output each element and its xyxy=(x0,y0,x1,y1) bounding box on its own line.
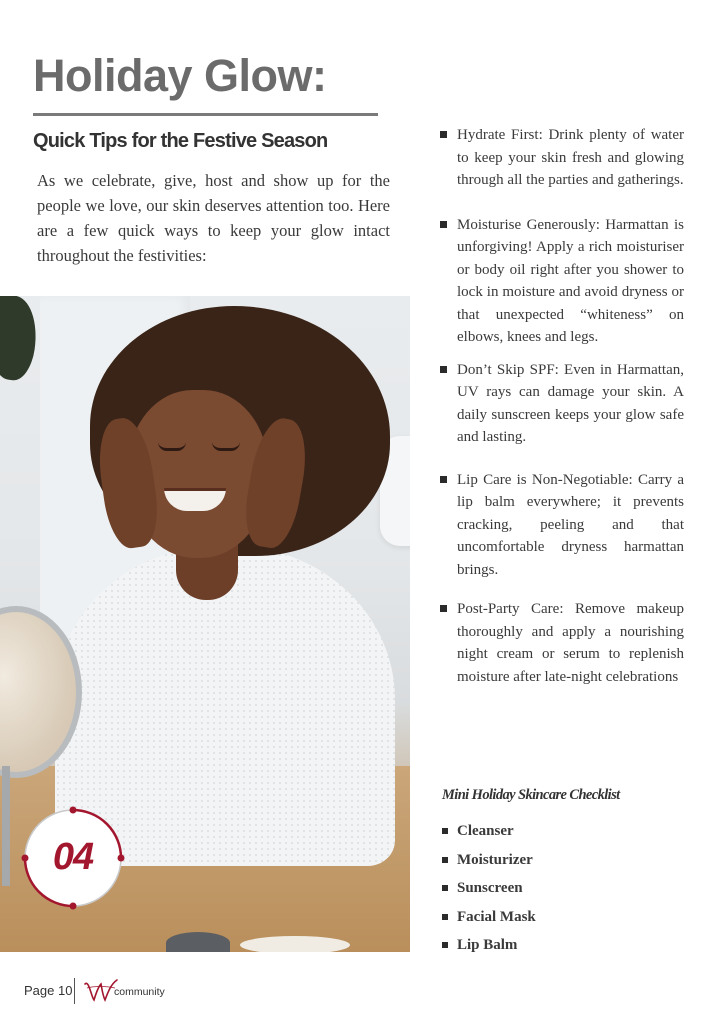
checklist-item xyxy=(442,877,536,906)
checklist-item xyxy=(442,906,536,935)
square-bullet-icon xyxy=(442,885,448,891)
square-bullet-icon xyxy=(440,476,447,483)
checklist-item xyxy=(442,849,536,878)
tip-item xyxy=(440,598,684,688)
plant-leaf xyxy=(0,296,42,383)
mirror-stand xyxy=(2,766,10,886)
intro-paragraph: As we celebrate, give, host and show up for the people we love, our skin deserves attention too. Here are a few quick ways to keep your glow intact throughout the festivities: xyxy=(37,171,390,265)
tip-item xyxy=(440,214,684,349)
section-number: 04 xyxy=(52,836,94,878)
square-bullet-icon xyxy=(440,605,447,612)
square-bullet-icon xyxy=(442,828,448,834)
skincare-checklist xyxy=(442,820,536,963)
tip-text: Don’t Skip SPF: Even in Harmattan, UV rays can damage your skin. A daily sunscreen keeps your glow safe and lasting. xyxy=(457,361,684,445)
footer-divider xyxy=(74,978,75,1004)
tip-text: Post-Party Care: Remove makeup thoroughly and apply a nourishing night cream or serum to replenish moisture after late-night celebrations xyxy=(457,601,684,685)
square-bullet-icon xyxy=(440,221,447,228)
square-bullet-icon xyxy=(440,366,447,373)
section-subtitle: Quick Tips for the Festive Season xyxy=(33,130,328,152)
square-bullet-icon xyxy=(442,942,448,948)
checklist-item-label: Cleanser xyxy=(457,823,514,839)
tips-list xyxy=(440,124,684,688)
tip-item xyxy=(440,469,684,582)
checklist-item-label: Moisturizer xyxy=(457,851,533,868)
tip-text: Moisturise Generously: Harmattan is unforgiving! Apply a rich moisturiser or body oil right after you shower to lock in moisture and avoid dryness or that unexpected “whiteness” on elbows, knees and legs. xyxy=(457,216,684,345)
page-title: Holiday Glow: xyxy=(33,50,327,101)
square-bullet-icon xyxy=(442,857,448,863)
square-bullet-icon xyxy=(442,914,448,920)
plate xyxy=(240,936,350,952)
page-number: Page 10 xyxy=(24,983,73,998)
checklist-item xyxy=(442,820,536,849)
tip-text: Hydrate First: Drink plenty of water to keep your skin fresh and glowing through all the parties and gatherings. xyxy=(457,127,684,188)
title-underline xyxy=(33,113,378,116)
checklist-item-label: Lip Balm xyxy=(457,937,518,953)
cup xyxy=(166,932,230,952)
tip-item xyxy=(440,359,684,449)
tip-item xyxy=(440,124,684,192)
section-number-badge xyxy=(18,803,128,913)
checklist-item-label: Facial Mask xyxy=(457,908,536,925)
checklist-item xyxy=(442,934,536,963)
checklist-title: Mini Holiday Skincare Checklist xyxy=(442,787,620,803)
brand-name: community xyxy=(114,986,165,998)
tip-text: Lip Care is Non-Negotiable: Carry a lip balm everywhere; it prevents cracking, peeling and that uncomfortable dryness harmattan brings. xyxy=(457,471,684,578)
square-bullet-icon xyxy=(440,131,447,138)
checklist-item-label: Sunscreen xyxy=(457,880,523,896)
